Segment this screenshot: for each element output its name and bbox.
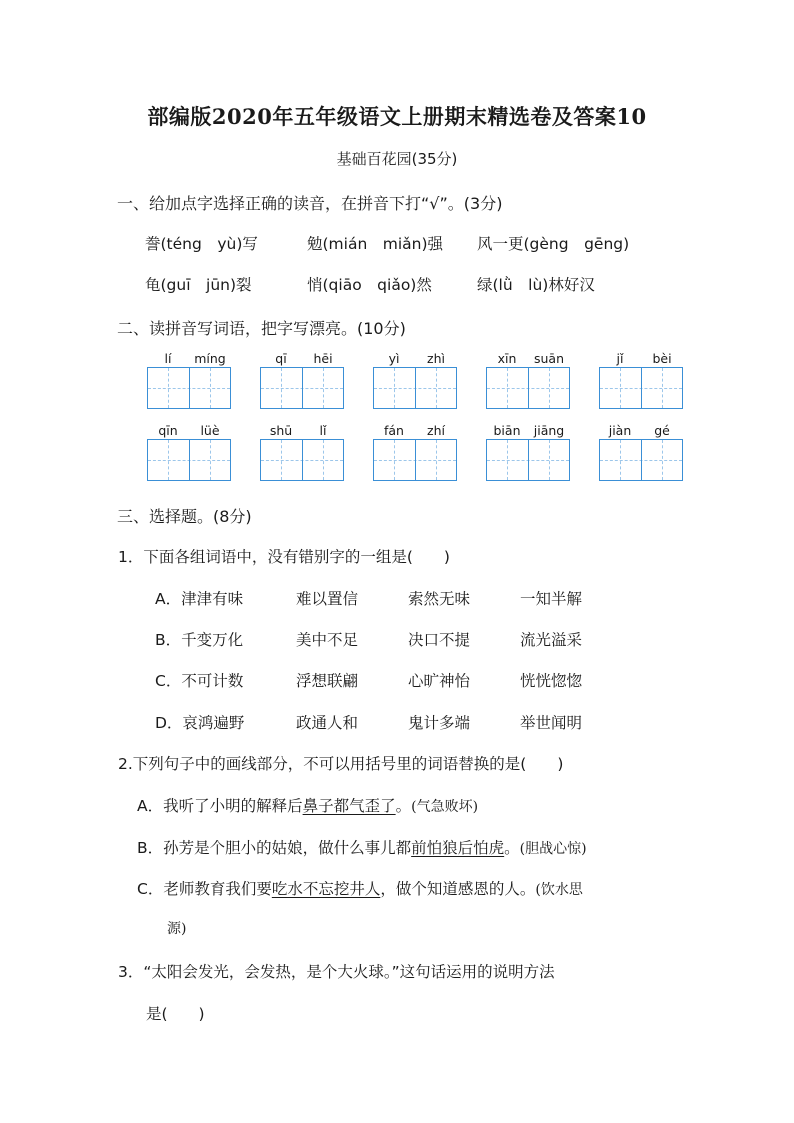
pinyin-label: zhí [427, 423, 445, 438]
pinyin-label: shū [269, 423, 293, 438]
option-first-word: C．不可计数 [155, 672, 244, 690]
pinyin-label: bèi [652, 351, 672, 366]
section3-heading: 三、选择题。(8分) [117, 507, 252, 526]
pinyin-label: qī [275, 351, 287, 366]
underlined-phrase: 前怕狼后怕虎 [411, 839, 505, 857]
pinyin-label: xīn [497, 351, 517, 366]
hint: (胆战心惊) [519, 841, 587, 857]
option-first-word: D．哀鸿遍野 [155, 714, 245, 732]
pinyin-choice-6: 绿(lǜ lù)林好汉 [477, 276, 595, 294]
tianzige-box[interactable] [599, 367, 683, 409]
tianzige-box[interactable] [486, 439, 570, 481]
tianzige-box[interactable] [599, 439, 683, 481]
pinyin-choice-3: 风一更(gèng gēng) [477, 235, 630, 253]
option-word: 恍恍惚惚 [520, 672, 583, 690]
option-word: 难以置信 [296, 590, 359, 608]
pinyin-label: qīn [158, 423, 178, 438]
option-word: 政通人和 [296, 714, 359, 732]
question-2-stem: 2.下列句子中的画线部分，不可以用括号里的词语替换的是( ) [118, 755, 564, 773]
hint: (饮水思 [535, 882, 583, 898]
section2-heading: 二、读拼音写词语，把字写漂亮。(10分) [117, 319, 406, 338]
question-2-option-c: C．老师教育我们要吃水不忘挖井人，做个知道感恩的人。(饮水思 [137, 880, 583, 898]
hint: (气急败坏) [411, 799, 479, 815]
underlined-phrase: 吃水不忘挖井人 [271, 880, 381, 898]
option-word: 索然无味 [408, 590, 471, 608]
tianzige-box[interactable] [486, 367, 570, 409]
pinyin-choice-1: 誊(téng yù)写 [145, 235, 258, 253]
question-2-option-b: B．孙芳是个胆小的姑娘，做什么事儿都前怕狼后怕虎。(胆战心惊) [137, 839, 587, 857]
option-word: 流光溢采 [520, 631, 583, 649]
pinyin-label: jǐ [616, 351, 624, 366]
option-first-word: A．津津有味 [155, 590, 244, 608]
pinyin-label: fán [384, 423, 404, 438]
tianzige-box[interactable] [260, 367, 344, 409]
pinyin-label: míng [194, 351, 226, 366]
pinyin-choice-2: 勉(mián miǎn)强 [307, 235, 444, 253]
option-word: 举世闻明 [520, 714, 583, 732]
tianzige-box[interactable] [260, 439, 344, 481]
pinyin-label: suān [533, 351, 565, 366]
section-subtitle: 基础百花园(35分) [336, 150, 458, 168]
underlined-phrase: 鼻子都气歪了 [302, 797, 396, 815]
pinyin-choice-4: 龟(guī jūn)裂 [145, 276, 252, 294]
pinyin-label: yì [388, 351, 400, 366]
pinyin-label: lǐ [319, 423, 327, 438]
option-word: 美中不足 [296, 631, 359, 649]
option-word: 鬼计多端 [408, 714, 471, 732]
pinyin-choice-5: 悄(qiāo qiǎo)然 [307, 276, 432, 294]
pinyin-label: lí [164, 351, 172, 366]
pinyin-label: gé [654, 423, 670, 438]
page-title: 部编版2020年五年级语文上册期末精选卷及答案10 [147, 104, 647, 129]
option-word: 心旷神怡 [408, 672, 471, 690]
question-2-option-a: A．我听了小明的解释后鼻子都气歪了。(气急败坏) [137, 797, 479, 815]
question-3-stem-cont: 是( ) [146, 1005, 205, 1023]
question-2-option-c-hint-cont: 源) [167, 921, 187, 937]
question-3-stem: 3．“太阳会发光，会发热，是个大火球。”这句话运用的说明方法 [118, 963, 555, 981]
tianzige-box[interactable] [147, 439, 231, 481]
pinyin-label: zhì [427, 351, 445, 366]
tianzige-box[interactable] [147, 367, 231, 409]
pinyin-label: biān [493, 423, 521, 438]
pinyin-label: lüè [200, 423, 220, 438]
tianzige-box[interactable] [373, 367, 457, 409]
tianzige-box[interactable] [373, 439, 457, 481]
option-word: 决口不提 [408, 631, 471, 649]
option-word: 浮想联翩 [296, 672, 359, 690]
option-first-word: B．千变万化 [155, 631, 244, 649]
option-word: 一知半解 [520, 590, 583, 608]
pinyin-label: jiāng [533, 423, 565, 438]
pinyin-label: hēi [313, 351, 333, 366]
pinyin-label: jiàn [608, 423, 632, 438]
question-1-stem: 1．下面各组词语中，没有错别字的一组是( ) [118, 548, 450, 566]
section1-heading: 一、给加点字选择正确的读音，在拼音下打“√”。(3分) [117, 194, 503, 213]
